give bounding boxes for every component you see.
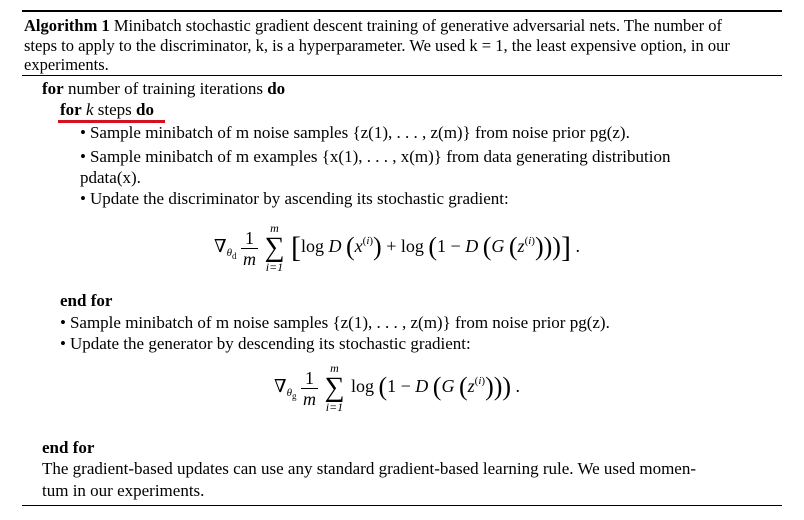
end-outer-keyword: end for <box>42 438 95 457</box>
caption-rule <box>22 75 782 76</box>
end-inner-loop <box>60 291 112 311</box>
outer-step-2 <box>60 334 471 354</box>
end-inner-keyword: end for <box>60 291 113 310</box>
bullet-icon: • <box>80 147 86 166</box>
caption-line-2: steps to apply to the discriminator, k, is a hyperparameter. We used k = 1, the least expensive option, in our <box>24 36 730 55</box>
outer-do-keyword: do <box>267 79 286 98</box>
inner-loop-text: steps <box>93 100 137 119</box>
outer-loop-header <box>42 79 285 99</box>
inner-step-3-text: Update the discriminator by ascending its stochastic gradient: <box>89 189 509 208</box>
caption-line-1: Minibatch stochastic gradient descent training of generative adversarial nets. The number of <box>109 16 722 35</box>
inner-loop-header <box>60 100 154 120</box>
inner-step-2-cont: pdata(x). <box>80 168 141 187</box>
footer-line-1: The gradient-based updates can use any standard gradient-based learning rule. We used momen- <box>42 459 696 478</box>
bullet-icon: • <box>60 334 66 353</box>
inner-for-keyword: for <box>60 100 82 119</box>
outer-step-2-text: Update the generator by descending its stochastic gradient: <box>69 334 471 353</box>
top-rule <box>22 10 782 12</box>
bullet-icon: • <box>80 123 86 142</box>
inner-do-keyword: do <box>136 100 154 119</box>
footer-line-2: tum in our experiments. <box>42 481 205 500</box>
outer-step-1 <box>60 313 610 333</box>
bullet-icon: • <box>60 313 66 332</box>
discriminator-gradient-equation: $\nabla_{\theta_d}$ $\frac{1}{m}$ m ∑ i=1 [log D $(x^{(i)}) + \log (1 - D$ (G $(z^{(i)})$))] . <box>214 221 580 274</box>
bullet-icon: • <box>80 189 86 208</box>
inner-loop-var: k <box>85 100 94 119</box>
inner-step-1 <box>80 123 630 143</box>
inner-step-2-text: Sample minibatch of m examples {x(1), . . . , x(m)} from data generating distribution <box>89 147 671 166</box>
caption-line-3: experiments. <box>24 55 109 74</box>
inner-step-1-text: Sample minibatch of m noise samples {z(1), . . . , z(m)} from noise prior pg(z). <box>89 123 630 142</box>
inner-step-3 <box>80 189 509 209</box>
outer-loop-text: number of training iterations <box>63 79 268 98</box>
bottom-rule <box>22 505 782 506</box>
outer-for-keyword: for <box>42 79 64 98</box>
caption-label: Algorithm 1 <box>24 16 110 35</box>
algorithm-caption <box>24 16 722 35</box>
generator-gradient-equation: $\nabla_{\theta_g}$ $\frac{1}{m}$ m ∑ i=1 log (1 − D (G $(z^{(i)})$)) . <box>274 361 521 414</box>
end-outer-loop <box>42 438 94 458</box>
inner-step-2 <box>80 147 780 167</box>
outer-step-1-text: Sample minibatch of m noise samples {z(1), . . . , z(m)} from noise prior pg(z). <box>69 313 610 332</box>
